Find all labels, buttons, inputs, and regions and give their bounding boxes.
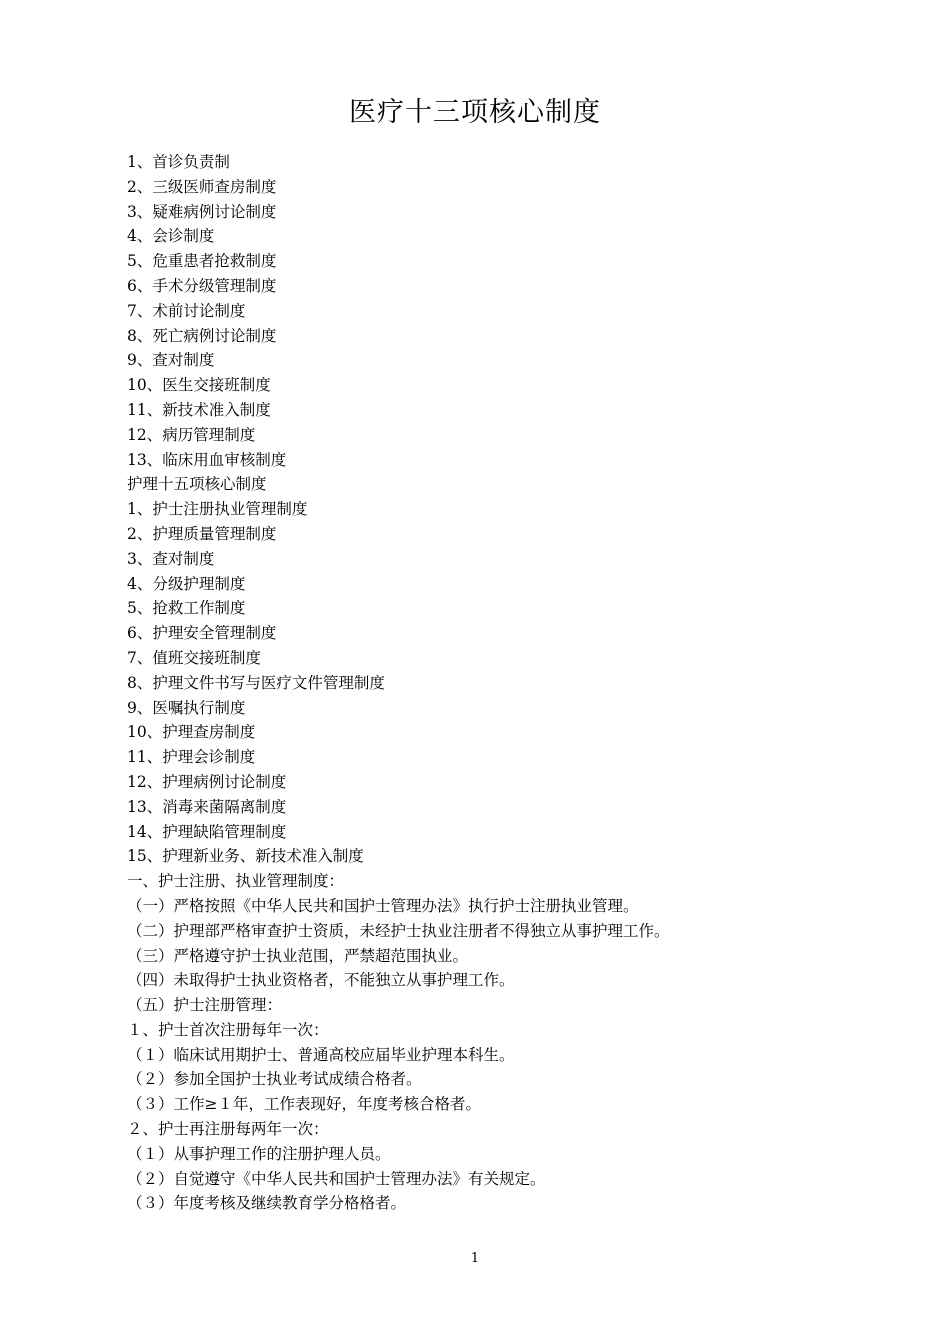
document-body xyxy=(127,150,827,1216)
document-line: 6、手术分级管理制度 xyxy=(127,276,277,295)
document-line: 5、抢救工作制度 xyxy=(127,599,246,618)
document-line: 9、查对制度 xyxy=(127,351,215,370)
document-line: 12、护理病例讨论制度 xyxy=(127,772,287,791)
document-line: 4、分级护理制度 xyxy=(127,574,246,593)
document-line: 9、医嘱执行制度 xyxy=(127,698,246,717)
document-line: 2、护理质量管理制度 xyxy=(127,524,277,543)
document-line: （一）严格按照《中华人民共和国护士管理办法》执行护士注册执业管理。 xyxy=(127,896,639,915)
page-number: 1 xyxy=(470,1251,480,1266)
document-line: （３）工作≥１年，工作表现好，年度考核合格者。 xyxy=(127,1095,481,1114)
document-line: （三）严格遵守护士执业范围，严禁超范围执业。 xyxy=(127,946,469,965)
document-line: 5、危重患者抢救制度 xyxy=(127,252,277,271)
document-line: （２）自觉遵守《中华人民共和国护士管理办法》有关规定。 xyxy=(127,1169,546,1188)
document-line: （１）从事护理工作的注册护理人员。 xyxy=(127,1144,391,1163)
document-line: 11、护理会诊制度 xyxy=(127,748,256,767)
document-line: 护理十五项核心制度 xyxy=(127,475,267,494)
document-line: 7、值班交接班制度 xyxy=(127,648,261,667)
document-line: 3、查对制度 xyxy=(127,549,215,568)
document-line: （１）临床试用期护士、普通高校应届毕业护理本科生。 xyxy=(127,1045,515,1064)
document-line: 8、死亡病例讨论制度 xyxy=(127,326,277,345)
document-line: 11、新技术准入制度 xyxy=(127,400,271,419)
document-line: 10、医生交接班制度 xyxy=(127,376,271,395)
document-title: 医疗十三项核心制度 xyxy=(349,97,601,128)
document-line: １、护士首次注册每年一次： xyxy=(127,1020,329,1039)
document-line: （二）护理部严格审查护士资质，未经护士执业注册者不得独立从事护理工作。 xyxy=(127,921,670,940)
document-line: 3、疑难病例讨论制度 xyxy=(127,202,277,221)
document-line: 6、护理安全管理制度 xyxy=(127,624,277,643)
document-line: 一、护士注册、执业管理制度： xyxy=(127,872,345,891)
document-line: （四）未取得护士执业资格者，不能独立从事护理工作。 xyxy=(127,971,515,990)
document-line: 7、术前讨论制度 xyxy=(127,301,246,320)
document-line: 1、护士注册执业管理制度 xyxy=(127,500,308,519)
document-line: （五）护士注册管理： xyxy=(127,996,283,1015)
document-line: 14、护理缺陷管理制度 xyxy=(127,822,287,841)
document-line: 4、会诊制度 xyxy=(127,227,215,246)
document-line: 13、临床用血审核制度 xyxy=(127,450,287,469)
document-line: （３）年度考核及继续教育学分格格者。 xyxy=(127,1194,407,1213)
document-line: （２）参加全国护士执业考试成绩合格者。 xyxy=(127,1070,422,1089)
document-line: ２、护士再注册每两年一次： xyxy=(127,1120,329,1139)
document-line: 8、护理文件书写与医疗文件管理制度 xyxy=(127,673,385,692)
document-line: 12、病历管理制度 xyxy=(127,425,256,444)
document-line: 15、护理新业务、新技术准入制度 xyxy=(127,847,364,866)
document-line: 13、消毒来菌隔离制度 xyxy=(127,797,287,816)
document-line: 10、护理查房制度 xyxy=(127,723,256,742)
document-line: 1、首诊负责制 xyxy=(127,153,230,171)
document-line: 2、三级医师查房制度 xyxy=(127,177,277,196)
